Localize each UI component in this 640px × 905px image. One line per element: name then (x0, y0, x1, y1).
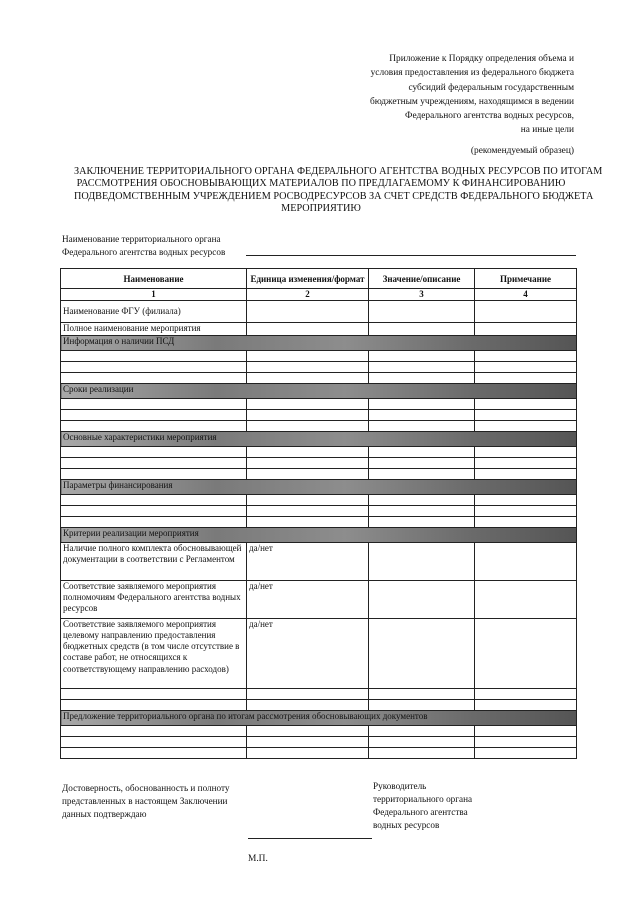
recommended-sample-label: (рекомендуемый образец) (470, 146, 574, 156)
row-label: Полное наименование мероприятия (61, 323, 247, 335)
section-label: Информация о наличии ПСД (61, 335, 577, 350)
section-label: Критерии реализации мероприятия (61, 527, 577, 542)
cell (369, 618, 475, 688)
appendix-line: Федерального агентства водных ресурсов, (405, 111, 574, 122)
cell (247, 323, 369, 335)
header-value: Значение/описание (369, 269, 475, 289)
header-note: Примечание (475, 269, 577, 289)
head-line: Федерального агентства (373, 807, 468, 817)
column-number: 2 (247, 289, 369, 301)
column-number: 1 (61, 289, 247, 301)
conclusion-table (60, 268, 577, 759)
head-line: Руководитель (373, 781, 427, 791)
criteria-name: Наличие полного комплекта обосновывающей документации в соответствии с Регламентом (61, 542, 247, 580)
section-characteristics (61, 431, 577, 446)
section-proposal (61, 710, 577, 725)
appendix-line: условия предоставления из федерального бюджета (370, 68, 574, 79)
cell (369, 301, 475, 323)
section-terms (61, 383, 577, 398)
column-number: 3 (369, 289, 475, 301)
title-line: ПОДВЕДОМСТВЕННЫМ УЧРЕЖДЕНИЕМ РОСВОДРЕСУРСОВ ЗА СЧЕТ СРЕДСТВ ФЕДЕРАЛЬНОГО БЮДЖЕТА (74, 190, 594, 202)
header-unit: Единица изменения/формат (247, 269, 369, 289)
section-label: Предложение территориального органа по итогам рассмотрения обосновывающих документов (61, 710, 577, 725)
criteria-row (61, 618, 577, 688)
confirmation-text (62, 782, 230, 821)
section-label: Сроки реализации (61, 383, 577, 398)
cell (369, 323, 475, 335)
head-line: территориального органа (373, 794, 473, 804)
signature-line (248, 838, 372, 839)
territorial-body-line1: Наименование территориального органа (62, 234, 221, 244)
table-row (61, 699, 577, 710)
head-signature-label (373, 780, 472, 832)
table-row-fgu (61, 301, 577, 323)
table-row-full-name (61, 323, 577, 335)
cell (369, 542, 475, 580)
appendix-line: бюджетным учреждениям, находящимся в ведении (369, 96, 574, 107)
section-criteria (61, 527, 577, 542)
row-label: Наименование ФГУ (филиала) (61, 301, 247, 323)
table-row (61, 725, 577, 736)
table-row (61, 505, 577, 516)
table-row (61, 420, 577, 431)
section-psd (61, 335, 577, 350)
table-row (61, 736, 577, 747)
cell (475, 618, 577, 688)
document-title (74, 166, 603, 215)
cell (475, 323, 577, 335)
table-row (61, 494, 577, 505)
title-line: МЕРОПРИЯТИЮ (281, 202, 361, 214)
confirmation-line: Достоверность, обоснованность и полноту (62, 783, 230, 793)
appendix-line: Приложение к Порядку определения объема и (389, 54, 574, 64)
table-row (61, 409, 577, 420)
table-row (61, 350, 577, 361)
appendix-note (340, 52, 574, 138)
table-row (61, 516, 577, 527)
title-line: РАССМОТРЕНИЯ ОБОСНОВЫВАЮЩИХ МАТЕРИАЛОВ ПО ПРЕДЛАГАЕМОМУ К ФИНАНСИРОВАНИЮ (76, 178, 566, 190)
header-name: Наименование (61, 269, 247, 289)
criteria-row (61, 580, 577, 618)
table-row (61, 688, 577, 699)
section-financing (61, 479, 577, 494)
appendix-line: субсидий федеральным государственным (408, 82, 574, 93)
criteria-unit: да/нет (247, 542, 369, 580)
cell (475, 542, 577, 580)
cell (247, 301, 369, 323)
criteria-name: Соответствие заявляемого мероприятия полномочиям Федерального агентства водных ресурсов (61, 580, 247, 618)
table-row (61, 372, 577, 383)
table-row (61, 468, 577, 479)
territorial-body-line2: Федерального агентства водных ресурсов (62, 246, 226, 257)
criteria-unit: да/нет (247, 618, 369, 688)
territorial-body-fill-line (246, 255, 576, 256)
cell (475, 301, 577, 323)
table-header-row (61, 269, 577, 289)
appendix-line: на иные цели (520, 125, 574, 136)
stamp-label: М.П. (248, 854, 268, 864)
criteria-unit: да/нет (247, 580, 369, 618)
column-number: 4 (475, 289, 577, 301)
territorial-body-label (62, 233, 225, 258)
column-number-row (61, 289, 577, 301)
confirmation-line: представленных в настоящем Заключении (62, 796, 228, 806)
criteria-row (61, 542, 577, 580)
table-row (61, 398, 577, 409)
table-row (61, 446, 577, 457)
criteria-name: Соответствие заявляемого мероприятия целевому направлению предоставления бюджетных средств (в том числе отсутствие в составе работ, не относящихся к соответствующему направлению расходов) (61, 618, 247, 688)
table-row (61, 457, 577, 468)
section-label: Основные характеристики мероприятия (61, 431, 577, 446)
cell (475, 580, 577, 618)
section-label: Параметры финансирования (61, 479, 577, 494)
confirmation-line: данных подтверждаю (62, 809, 147, 819)
table-row (61, 361, 577, 372)
table-row (61, 747, 577, 758)
cell (369, 580, 475, 618)
title-line: ЗАКЛЮЧЕНИЕ ТЕРРИТОРИАЛЬНОГО ОРГАНА ФЕДЕРАЛЬНОГО АГЕНТСТВА ВОДНЫХ РЕСУРСОВ ПО ИТОГАМ (74, 166, 603, 177)
head-line: водных ресурсов (373, 820, 440, 830)
